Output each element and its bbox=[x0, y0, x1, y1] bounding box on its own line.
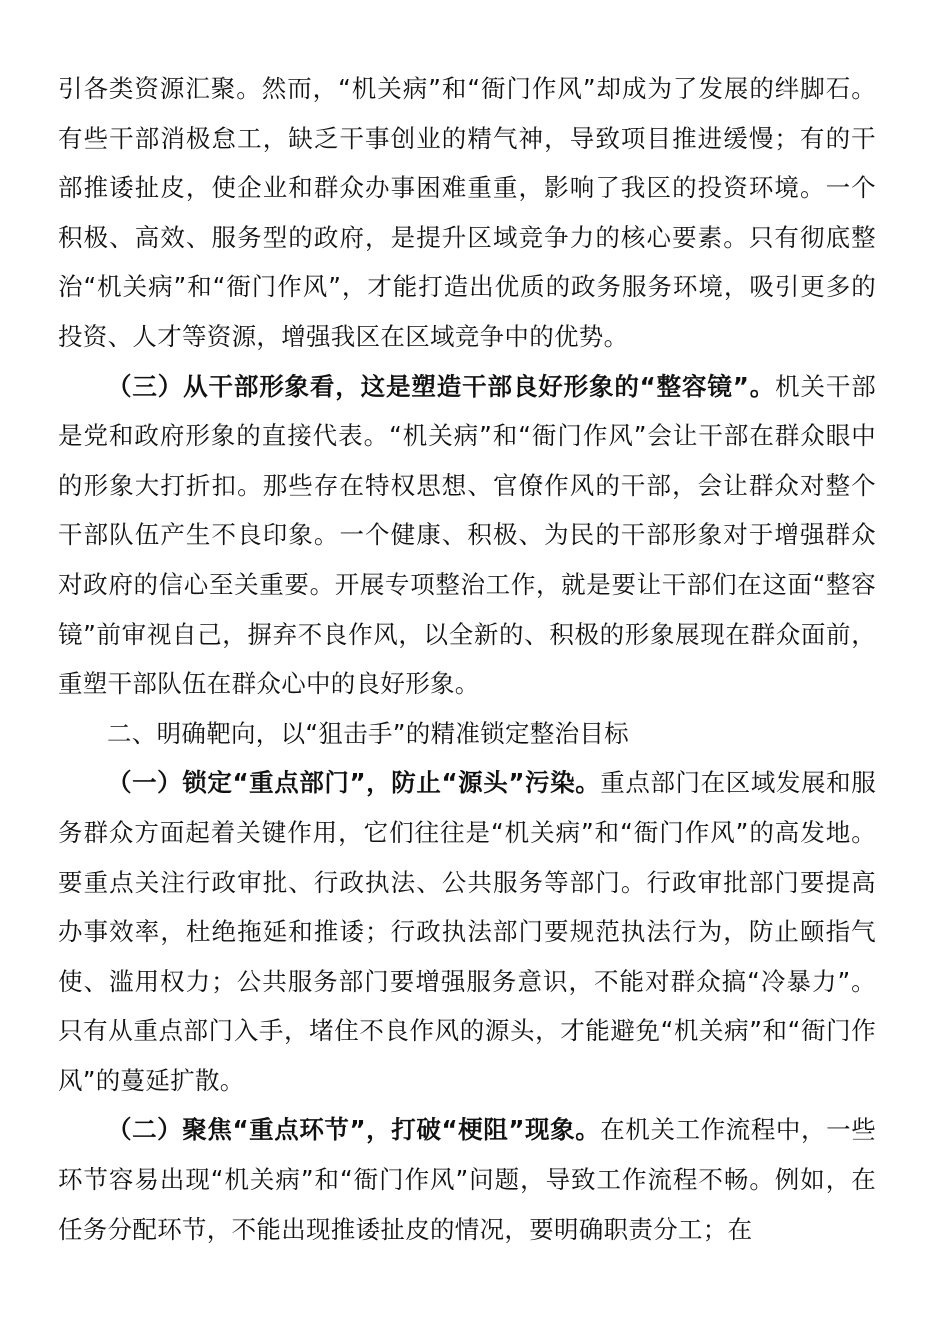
paragraph-cadre-image bbox=[58, 362, 876, 709]
paragraph-key-links bbox=[58, 1105, 876, 1254]
paragraph-lead-heading: （二）聚焦“重点环节”，打破“梗阻”现象。 bbox=[107, 1115, 601, 1145]
paragraph-lead-heading: （三）从干部形象看，这是塑造干部良好形象的“整容镜”。 bbox=[107, 371, 776, 401]
paragraph-lead-heading: （一）锁定“重点部门”，防止“源头”污染。 bbox=[107, 768, 601, 798]
paragraph-body: 在机关工作流程中，一些环节容易出现“机关病”和“衙门作风”问题，导致工作流程不畅。例如，在任务分配环节，不能出现推诿扯皮的情况，要明确职责分工；在 bbox=[58, 1115, 876, 1244]
document-page bbox=[58, 64, 876, 1254]
paragraph-body: 引各类资源汇聚。然而，“机关病”和“衙门作风”却成为了发展的绊脚石。有些干部消极怠工，缺乏干事创业的精气神，导致项目推进缓慢；有的干部推诿扯皮，使企业和群众办事困难重重，影响了我区的投资环境。一个积极、高效、服务型的政府，是提升区域竞争力的核心要素。只有彻底整治“机关病”和“衙门作风”，才能打造出优质的政务服务环境，吸引更多的投资、人才等资源，增强我区在区域竞争中的优势。 bbox=[58, 74, 876, 351]
section-heading-2: 二、明确靶向，以“狙击手”的精准锁定整治目标 bbox=[107, 718, 629, 748]
paragraph-key-departments bbox=[58, 758, 876, 1105]
paragraph-investment-environment bbox=[58, 64, 876, 362]
paragraph-body: 重点部门在区域发展和服务群众方面起着关键作用，它们往往是“机关病”和“衙门作风”的高发地。要重点关注行政审批、行政执法、公共服务等部门。行政审批部门要提高办事效率，杜绝拖延和推诿；行政执法部门要规范执法行为，防止颐指气使、滥用权力；公共服务部门要增强服务意识，不能对群众搞“冷暴力”。只有从重点部门入手，堵住不良作风的源头，才能避免“机关病”和“衙门作风”的蔓延扩散。 bbox=[58, 768, 876, 1095]
paragraph-body: 机关干部是党和政府形象的直接代表。“机关病”和“衙门作风”会让干部在群众眼中的形象大打折扣。那些存在特权思想、官僚作风的干部，会让群众对整个干部队伍产生不良印象。一个健康、积极、为民的干部形象对于增强群众对政府的信心至关重要。开展专项整治工作，就是要让干部们在这面“整容镜”前审视自己，摒弃不良作风，以全新的、积极的形象展现在群众面前，重塑干部队伍在群众心中的良好形象。 bbox=[58, 371, 876, 699]
